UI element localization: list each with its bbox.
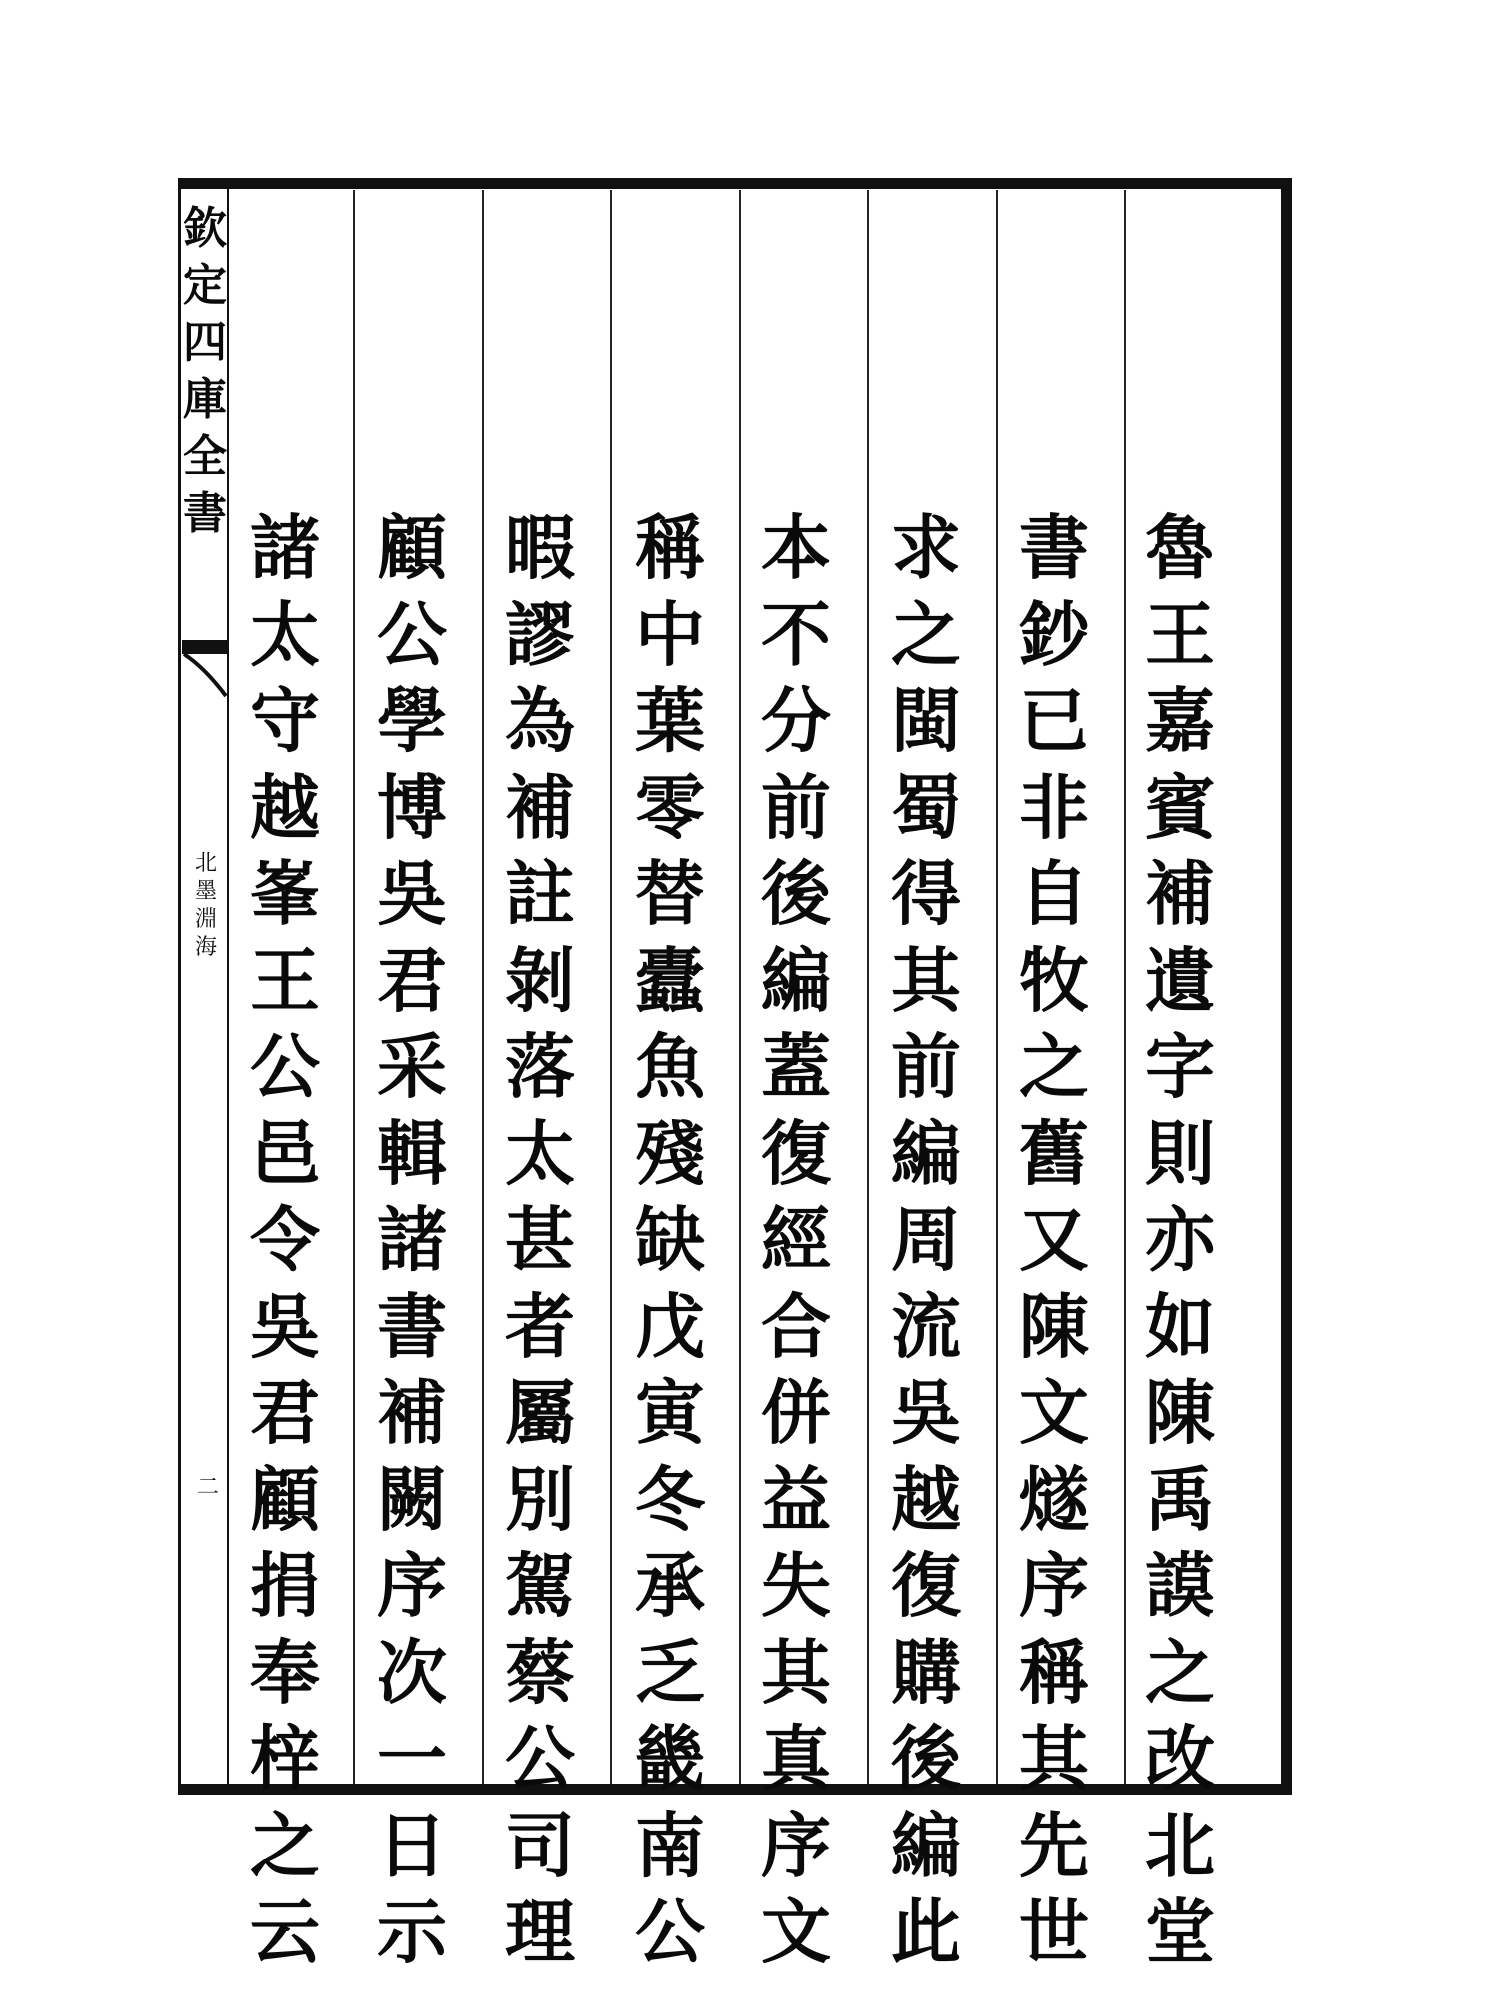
glyph: 已 xyxy=(1019,679,1089,762)
glyph: 蜀 xyxy=(891,765,961,849)
glyph: 暇 xyxy=(505,506,575,589)
glyph: 其 xyxy=(761,1630,831,1714)
glyph: 編 xyxy=(891,1803,961,1887)
glyph: 閩 xyxy=(891,679,961,762)
glyph: 為 xyxy=(505,679,575,762)
glyph: 之 xyxy=(1019,1025,1089,1108)
glyph: 禹 xyxy=(1145,1457,1215,1541)
glyph: 益 xyxy=(761,1457,831,1541)
glyph: 此 xyxy=(891,1890,961,1973)
glyph: 落 xyxy=(505,1025,575,1108)
glyph: 葉 xyxy=(635,679,705,762)
glyph: 一 xyxy=(377,1717,447,1800)
glyph: 序 xyxy=(761,1803,831,1887)
glyph: 太 xyxy=(250,592,320,676)
margin-chapter-title xyxy=(186,850,226,962)
glyph: 稱 xyxy=(635,506,705,589)
glyph: 堂 xyxy=(1145,1890,1215,1973)
text-column-2 xyxy=(1004,505,1104,1976)
glyph: 全 xyxy=(183,431,227,482)
margin-book-title xyxy=(182,200,228,542)
glyph: 捐 xyxy=(250,1544,320,1627)
glyph: 學 xyxy=(377,679,447,762)
glyph: 墨 xyxy=(194,879,217,904)
glyph: 君 xyxy=(377,938,447,1022)
glyph: 采 xyxy=(377,1025,447,1108)
glyph: 本 xyxy=(761,506,831,589)
glyph: 公 xyxy=(635,1890,705,1973)
glyph: 不 xyxy=(761,592,831,676)
fish-tail-mark xyxy=(182,640,228,700)
glyph: 欽 xyxy=(183,203,227,254)
glyph: 中 xyxy=(635,592,705,676)
column-rule xyxy=(1124,190,1126,1784)
glyph: 四 xyxy=(183,317,227,368)
glyph: 分 xyxy=(761,679,831,762)
glyph: 其 xyxy=(1019,1717,1089,1800)
glyph: 畿 xyxy=(635,1717,705,1800)
glyph: 舊 xyxy=(1019,1111,1089,1195)
glyph: 補 xyxy=(377,1371,447,1454)
glyph: 公 xyxy=(505,1717,575,1800)
glyph: 零 xyxy=(635,765,705,849)
glyph: 戊 xyxy=(635,1284,705,1368)
text-column-7 xyxy=(362,505,462,1976)
glyph: 庫 xyxy=(183,374,227,425)
glyph: 亦 xyxy=(1145,1198,1215,1281)
glyph: 殘 xyxy=(635,1111,705,1195)
glyph: 魚 xyxy=(635,1025,705,1108)
glyph: 註 xyxy=(505,852,575,935)
glyph: 甚 xyxy=(505,1198,575,1281)
glyph: 顧 xyxy=(250,1457,320,1541)
glyph: 稱 xyxy=(1019,1630,1089,1714)
glyph: 編 xyxy=(891,1111,961,1195)
glyph: 序 xyxy=(377,1544,447,1627)
glyph: 蠹 xyxy=(635,938,705,1022)
glyph: 顧 xyxy=(377,506,447,589)
glyph: 編 xyxy=(761,938,831,1022)
column-rule xyxy=(739,190,741,1784)
glyph: 諸 xyxy=(250,506,320,589)
glyph: 之 xyxy=(250,1803,320,1887)
glyph: 駕 xyxy=(505,1544,575,1627)
glyph: 剝 xyxy=(505,938,575,1022)
glyph: 吳 xyxy=(250,1284,320,1368)
glyph: 王 xyxy=(250,938,320,1022)
glyph: 文 xyxy=(761,1890,831,1973)
glyph: 字 xyxy=(1145,1025,1215,1108)
glyph: 吳 xyxy=(377,852,447,935)
glyph: 遺 xyxy=(1145,938,1215,1022)
glyph: 世 xyxy=(1019,1890,1089,1973)
glyph: 補 xyxy=(1145,852,1215,935)
glyph: 君 xyxy=(250,1371,320,1454)
glyph: 書 xyxy=(183,488,227,539)
glyph: 之 xyxy=(1145,1630,1215,1714)
glyph: 別 xyxy=(505,1457,575,1541)
glyph: 謨 xyxy=(1145,1544,1215,1627)
margin-page-number: 二 xyxy=(196,1475,219,1500)
glyph: 越 xyxy=(891,1457,961,1541)
glyph: 陳 xyxy=(1145,1371,1215,1454)
glyph: 得 xyxy=(891,852,961,935)
glyph: 自 xyxy=(1019,852,1089,935)
text-column-4 xyxy=(746,505,846,1976)
glyph: 文 xyxy=(1019,1371,1089,1454)
glyph: 乏 xyxy=(635,1630,705,1714)
glyph: 書 xyxy=(377,1284,447,1368)
glyph: 示 xyxy=(377,1890,447,1973)
glyph: 理 xyxy=(505,1890,575,1973)
glyph: 越 xyxy=(250,765,320,849)
glyph: 王 xyxy=(1145,592,1215,676)
glyph: 併 xyxy=(761,1371,831,1454)
text-column-8 xyxy=(235,505,335,1976)
glyph: 嘉 xyxy=(1145,679,1215,762)
glyph: 南 xyxy=(635,1803,705,1887)
glyph: 書 xyxy=(1019,506,1089,589)
column-rule xyxy=(867,190,869,1784)
glyph: 峯 xyxy=(250,852,320,935)
glyph: 諸 xyxy=(377,1198,447,1281)
glyph: 牧 xyxy=(1019,938,1089,1022)
glyph: 復 xyxy=(891,1544,961,1627)
glyph: 流 xyxy=(891,1284,961,1368)
glyph: 求 xyxy=(891,506,961,589)
glyph: 燧 xyxy=(1019,1457,1089,1541)
glyph: 真 xyxy=(761,1717,831,1800)
glyph: 購 xyxy=(891,1630,961,1714)
glyph: 寅 xyxy=(635,1371,705,1454)
glyph: 云 xyxy=(250,1890,320,1973)
glyph: 闕 xyxy=(377,1457,447,1541)
glyph: 屬 xyxy=(505,1371,575,1454)
glyph: 公 xyxy=(250,1025,320,1108)
text-column-5 xyxy=(620,505,720,1976)
glyph: 蓋 xyxy=(761,1025,831,1108)
glyph: 魯 xyxy=(1145,506,1215,589)
glyph: 太 xyxy=(505,1111,575,1195)
glyph: 前 xyxy=(891,1025,961,1108)
text-column-3 xyxy=(876,505,976,1976)
glyph: 復 xyxy=(761,1111,831,1195)
glyph: 冬 xyxy=(635,1457,705,1541)
column-rule xyxy=(353,190,355,1784)
glyph: 博 xyxy=(377,765,447,849)
column-rule xyxy=(482,190,484,1784)
glyph: 司 xyxy=(505,1803,575,1887)
glyph: 賓 xyxy=(1145,765,1215,849)
glyph: 合 xyxy=(761,1284,831,1368)
glyph: 陳 xyxy=(1019,1284,1089,1368)
glyph: 日 xyxy=(377,1803,447,1887)
glyph: 前 xyxy=(761,765,831,849)
column-rule xyxy=(610,190,612,1784)
glyph: 後 xyxy=(761,852,831,935)
glyph: 如 xyxy=(1145,1284,1215,1368)
glyph: 次 xyxy=(377,1630,447,1714)
glyph: 淵 xyxy=(194,907,217,932)
glyph: 令 xyxy=(250,1198,320,1281)
glyph: 則 xyxy=(1145,1111,1215,1195)
glyph: 吳 xyxy=(891,1371,961,1454)
glyph: 補 xyxy=(505,765,575,849)
glyph: 定 xyxy=(183,260,227,311)
glyph: 缺 xyxy=(635,1198,705,1281)
glyph: 非 xyxy=(1019,765,1089,849)
glyph: 承 xyxy=(635,1544,705,1627)
glyph: 梓 xyxy=(250,1717,320,1800)
glyph: 者 xyxy=(505,1284,575,1368)
glyph: 輯 xyxy=(377,1111,447,1195)
glyph: 北 xyxy=(194,851,217,876)
glyph: 替 xyxy=(635,852,705,935)
glyph: 蔡 xyxy=(505,1630,575,1714)
glyph: 北 xyxy=(1145,1803,1215,1887)
glyph: 後 xyxy=(891,1717,961,1800)
glyph: 鈔 xyxy=(1019,592,1089,676)
text-column-1 xyxy=(1130,505,1230,1976)
column-rule xyxy=(996,190,998,1784)
glyph: 又 xyxy=(1019,1198,1089,1281)
glyph: 經 xyxy=(761,1198,831,1281)
glyph: 奉 xyxy=(250,1630,320,1714)
glyph: 守 xyxy=(250,679,320,762)
glyph: 序 xyxy=(1019,1544,1089,1627)
text-column-6 xyxy=(490,505,590,1976)
glyph: 失 xyxy=(761,1544,831,1627)
glyph: 海 xyxy=(194,935,217,960)
glyph: 其 xyxy=(891,938,961,1022)
glyph: 謬 xyxy=(505,592,575,676)
glyph: 周 xyxy=(891,1198,961,1281)
glyph: 之 xyxy=(891,592,961,676)
glyph: 公 xyxy=(377,592,447,676)
glyph: 改 xyxy=(1145,1717,1215,1800)
glyph: 邑 xyxy=(250,1111,320,1195)
glyph: 先 xyxy=(1019,1803,1089,1887)
